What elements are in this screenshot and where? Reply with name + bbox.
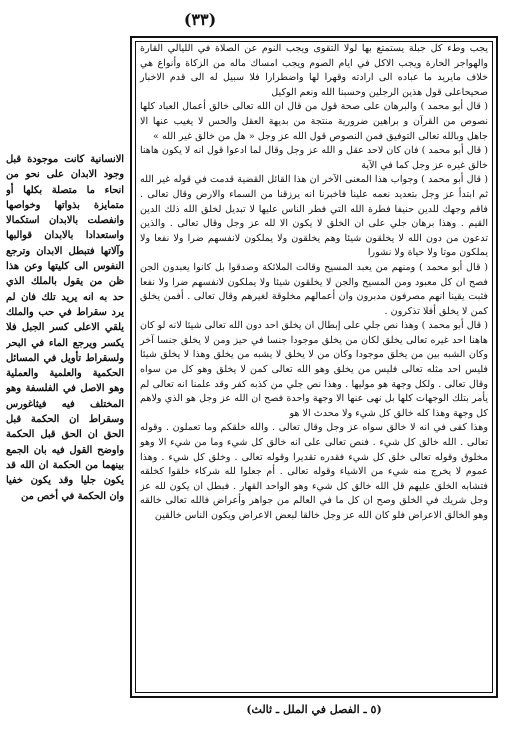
main-paragraph: ( قال أبو محمد ) ومنهم من يعبد المسيح وقالت الملائكة وصدقوا بل كانوا يعبدون الجن فصح ان كل معبود ومن المسيح والجن لا يخلقون شيئا ولا يملكون لانفسهم ضرا ولا نفعا فثبت يقينا انهم مصرفون مدبرون وان أعمالهم مخلوقة لغيرهم وقال تعالى . أفمن يخلق كمن لا يخلق أفلا تذكرون . bbox=[140, 261, 488, 317]
margin-paragraph: الانسانية كانت موجودة قبل وجود الابدان على نحو من انحاء ما متصلة بكلها أو متمايزة بذواتها وخواصها وانفصلت بالابدان استكمالا واستعدادا بالابدان قوالبها وآلاتها فتبطل الابدان وترجع النفوس الى كليتها وعن هذا ظن من يقول بالملك الذي حد به انه يريد تلك فان لم يرد سقراط في حب والملك يلقي الاعلى كسر الجبل فلا يكسر ويرجع الماء في البحر ولسقراط تأويل في المسائل الحكمية والعلمية والعملية وهو الاصل في الفلسفة وهو المختلف فيه فيثاغورس وسقراط ان الحكمة قبل الحق ان الحق قبل الحكمة واوضح القول فيه بان الجمع بينهما من الحكمة ان الله قد يكون جليا وقد يكون خفيا وان الحكمة في أخص من bbox=[6, 154, 124, 502]
main-paragraph: ( قال أبو محمد ) فان كان لاحد عقل و الله عز وجل وقال لما ادعوا قول انه لا يكون هاهنا خالق غيره عز وجل كما في الآية bbox=[139, 145, 488, 171]
page-footer: (٥ ـ الفصل في الملل ـ ثالث) bbox=[246, 703, 382, 716]
main-paragraph: يجب وطء كل جبلة يستمتع بها لولا التقوى ويجب النوم عن الصلاة في الليالي القارة والهواجر الحارة ويجب الاكل في ايام الصوم ويجب امساك ماله من الزكاة وأنواع هي خلاف مايريد ما عباده الى ارادته وقهرا لها واضطرارا فلا سبيل له الى قدم الاخبار صحيحاعلى قول هذين الرجلين وحسبنا الله ونعم الوكيل bbox=[140, 43, 488, 98]
main-paragraph: ( قال أبو محمد ) وجواب هذا المعنى الآخر ان هذا القائل القضية قدمت في قوله غير الله ثم ابتدأ عز وجل بتعديد نعمه علينا فاخبرنا انه يرزقنا من السماء والارض وقال تعالى . فاقم وجهك للدين حنيفا فطرة الله التي فطر الناس عليها لا تبديل لخلق الله ذلك الدين القيم . وهذا برهان جلي على ان الخلق لا يكون الا لله عز وجل وقال تعالى . والذين تدعون من دون الله لا يخلقون شيئا وهم يخلقون ولا يملكون لانفسهم ضرا ولا نفعا ولا يملكون موتا ولا حياة ولا نشورا bbox=[140, 174, 488, 259]
main-paragraph: ( قال أبو محمد ) والبرهان على صحة قول من قال ان الله تعالى خالق أعمال العباد كلها نصوص من القرآن و براهين ضرورية منتجة من بديهة العقل والحس لا يغيب عنها الا جاهل وبالله تعالى التوفيق فمن النصوص قول الله عز وجل « هل من خالق غير الله » bbox=[140, 101, 488, 142]
margin-text bbox=[6, 152, 124, 588]
main-text bbox=[136, 42, 492, 694]
main-paragraph: وهذا كفى في انه لا خالق سواه عز وجل وقال تعالى . والله خلقكم وما تعملون . وقوله تعالى . الله خالق كل شيء . فنص تعالى على انه خالق كل شيء وما من شيء الا وهو مخلوق وقوله تعالى خلق كل شيء فقدره تقديرا وقوله تعالى . وخلق كل شيء . وهذا عموم لا يخرج منه شيء من الاشياء وقوله تعالى . أم جعلوا لله شركاء خلقوا كخلقه فتشابه الخلق عليهم قل الله خالق كل شيء وهو الواحد القهار . فبطل ان يكون لله عز وجل شريك في الخلق وصح ان كل ما في العالم من جواهر وأعراض فالله تعالى خالقه وهو الخالق الاعراض فلو كان الله عز وجل خالقا لبعض الاعراض ويكون الناس خالقين bbox=[140, 422, 488, 521]
page-number: (٣٣) bbox=[183, 10, 217, 29]
main-paragraph: ( قال أبو محمد ) وهذا نص جلي على إبطال ان يخلق احد دون الله تعالى شيئا لانه لو كان هاهنا احد غيره تعالى يخلق لكان من يخلق موجودا جنسا في حيز ومن لا يخلق جنسا آخر وكان الشبه بين من يخلق موجودا وكان من لا يخلق لا يشبه من يخلق وهذا لا يخلق شيئا فليس احد مثله تعالى فليس من يخلق وهو الله تعالى كمن لا يخلق وهو كل من سواه وقال تعالى . ولكل وجهة هو موليها . وهذا نص جلي من كذبه كفر وقد علمنا انه تعالى لم يأمر بتلك الوجهات كلها بل نهى عنها الا وجهة واحدة فصح ان الله عز وجل هو الذي ولاهم كل وجهة وهذا كله خالق كل شيء ولا محدث الا هو bbox=[140, 320, 488, 419]
